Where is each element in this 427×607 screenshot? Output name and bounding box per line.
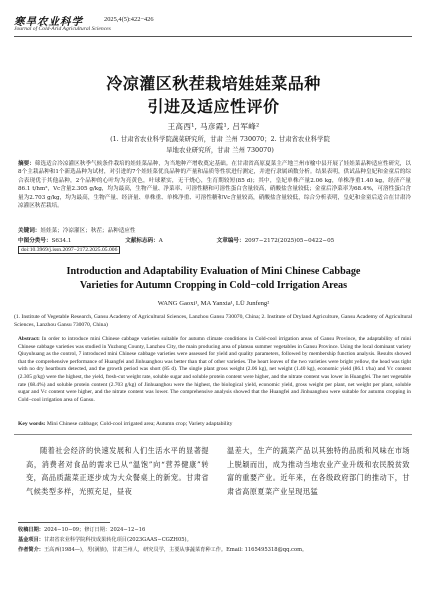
body-column-right: 温差大，生产的蔬菜产品以其独特的品质和风味在市场上脱颖而出，成为推动当地农业产业升级和农民脱贫致富的重要产业。近年来，在各级政府部门的推动下，甘肃省高原夏菜产业呈现迅猛 <box>227 446 410 496</box>
keywords-en-label: Key words: <box>18 421 46 427</box>
title-cn-line2: 引进及适应性评价 <box>147 97 280 116</box>
body-divider <box>14 434 412 435</box>
body-column-left: 随着社会经济的快速发展和人们生活水平的显著提高，消费者对食品的需求已从“温饱”向“营养健康”转变，高品质蔬菜正逐步成为大众餐桌上的新宠。甘肃省气候类型多样，光照充足，昼夜 <box>26 446 209 496</box>
affiliation-cn-line1: (1. 甘肃省农业科学院蔬菜研究所，甘肃 兰州 730070；2. 甘肃省农业科学院 <box>110 135 330 143</box>
title-cn-line1: 冷凉灌区秋茬栽培娃娃菜品种 <box>106 74 321 93</box>
keywords-cn <box>18 226 411 234</box>
keywords-cn-text: 娃娃菜；冷凉灌区；秋茬；品种适应性 <box>40 228 136 234</box>
abstract-en-label: Abstract: <box>18 336 40 342</box>
authors-en: WANG Gaoxi¹, MA Yanxia¹, LÜ Junfeng² <box>157 300 270 307</box>
article-number: 文章编号：2097−2172(2025)05−0422−05 <box>216 238 335 244</box>
doi-row <box>18 246 411 254</box>
abstract-cn <box>18 160 411 210</box>
journal-name-cn: 寒旱农业科学 <box>14 16 83 28</box>
keywords-en <box>18 421 411 427</box>
footnote-fund: 基金项目：甘肃省农业科学院科技成果转化项目(2023GAAS−CGZH05)。 <box>18 537 192 543</box>
document-code: 文献标志码：A <box>125 238 163 244</box>
abstract-en-text: In order to introduce mini Chinese cabbage varieties suitable for autumn climate conditions in Cold-cool irrigation areas of Gansu Province, the adaptability of mini Chinese cabbage varieties was studied in Yuzhong County, Lanzhou City, the main producing area of plateau summer vegetables in Gansu Province. Using the local dominant variety Qiuyuhuang as the control, 7 introduced mini Chinese cabbage varieties were assessed for yield and quality parameters, followed by membership function analysis. Results showed that the comprehensive performance of Huangfei and Jinhuanghou was better than that of other varieties. The heart leaves of the two varieties were bright yellow, the head was tight with no dry heartburn detected, and the growth period was short (85 d). The single plant gross weight (2.06 kg), net weight (1.40 kg), economic yield (86.1 t/ha) and Vc content (2.305 g/kg) were the highest, the yield, fresh-cut weight rate, soluble sugar and soluble protein content were higher, and the nitrate content was lower in Huangfei. The net vegetable rate (68.4%) and soluble protein content (2.703 g/kg) of Jinhuanghou were the highest, the biological yield, economic yield, gross weight per plant, net weight per plant, soluble sugar and Vc content were higher, and the nitrate content was lower. The comprehensive analysis showed that the Huangfei and Jinhuanghou were suitable for autumn cropping in Cold−cool irrigation area of Gansu. <box>18 336 411 403</box>
footnote-received: 收稿日期：2024−10−09；修订日期：2024−12−16 <box>18 527 146 533</box>
keywords-cn-label: 关键词： <box>18 228 41 234</box>
abstract-cn-text: 筛选适合冷凉灌区秋季气候条件栽培的娃娃菜品种，为当地种产增收奠定基础。在甘肃省高原夏菜主产地兰州市榆中县开展了娃娃菜品种适应性研究，以8个主栽品种和1个新选品种为试材，对引进的7个娃娃菜优良品种的产量和品质等性状进行测定，并进行隶属函数分析。结果表明，供试品种皇妃和金童后的综合表现优于其他品种，2个品种的心叶均为亮黄色，叶球紧实，无干烧心，生育期较短(85 d)；其中，皇妃单株产量2.06 kg，单株净重1.40 kg，经济产量86.1 t/hm²，Vc含量2.305 g/kg，均为最高，生物产量、净菜率、可溶性糖和可溶性蛋白含量较高，硝酸盐含量较低；金童后净菜率为68.4%，可溶性蛋白含量为2.703 g/kg，均为最高，生物产量、经济量、单株重、单株净重、可溶性糖和Vc含量较高，硝酸盐含量较低，综合分析表明，皇妃和金童后适合在甘肃冷凉灌区秋茬栽培。 <box>18 161 411 210</box>
abstract-cn-label: 摘要： <box>18 161 35 167</box>
affiliation-cn-line2: 旱地农业研究所，甘肃 兰州 730070) <box>166 146 274 154</box>
affiliations-en: (1. Institute of Vegetable Research, Gansu Academy of Agricultural Sciences, Lanzhou Gansu 730070, China; 2. Institute of Dryland Agriculture, Gansu Academy of Agricultural Sciences, Lanzhou Gansu 730070, China) <box>14 314 413 328</box>
journal-header <box>14 14 414 34</box>
abstract-en <box>18 336 411 404</box>
authors-cn: 王高西¹, 马彦霞¹, 吕军峰² <box>167 122 260 131</box>
title-en-line1: Introduction and Adaptability Evaluation of Mini Chinese Cabbage <box>66 266 361 277</box>
clc-code: 中图分类号：S634.1 <box>18 238 72 244</box>
keywords-en-text: Mini Chinese cabbage; Cold-cool irrigated area; Autumn crop; Variety adaptability <box>46 421 233 427</box>
header-divider <box>14 36 412 37</box>
journal-name-en: Journal of Cold-Arid Agricultural Sciences <box>14 26 111 32</box>
journal-issue: 2025,4(5):422−426 <box>104 16 154 23</box>
footnote-divider <box>18 522 110 523</box>
classification-row <box>18 236 411 244</box>
footnote-author: 作者简介：王高西(1984—)，男(满族)，甘肃兰州人，研究员学，主要从事蔬菜育种工作。Email: 1165495318@qq.com。 <box>18 547 308 553</box>
title-en-line2: Varieties for Autumn Cropping in Cold−cold Irrigation Areas <box>79 280 348 291</box>
doi-link[interactable]: doi:10.3969/j.issn.2097−2172.2025.05.006 <box>18 246 120 254</box>
